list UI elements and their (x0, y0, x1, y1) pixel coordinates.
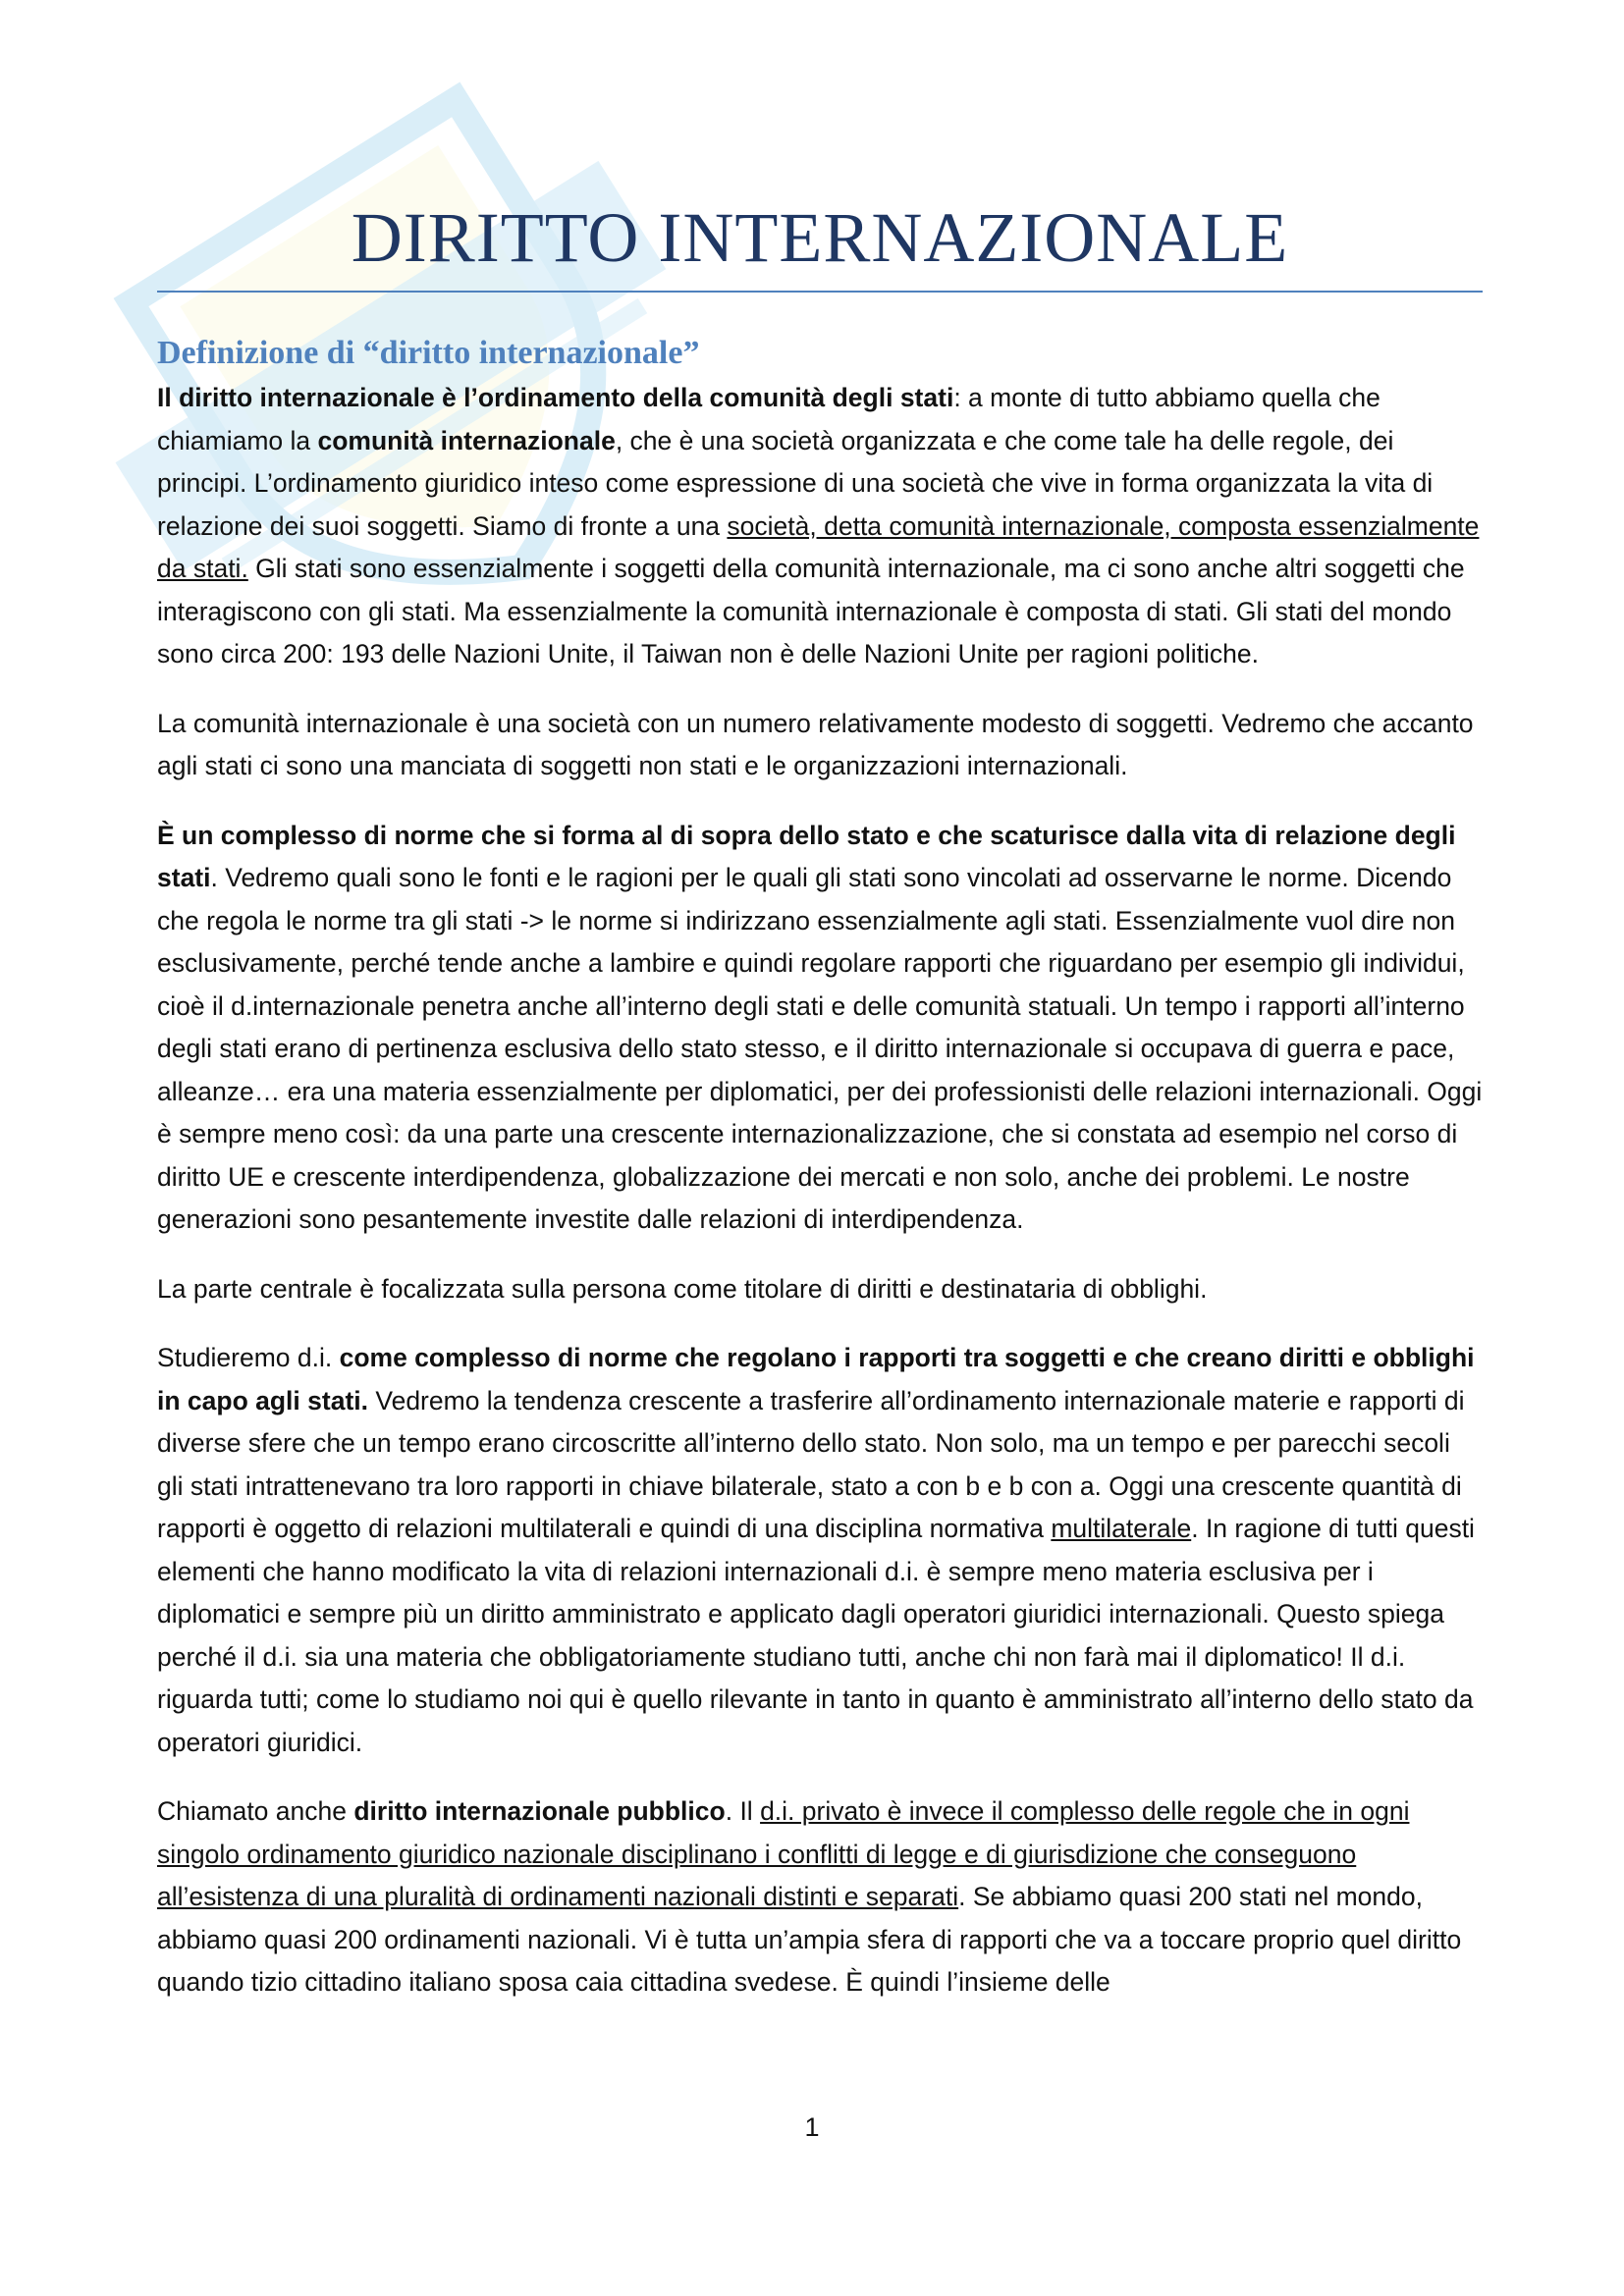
underlined-text: d.i. privato è invece il complesso delle regole che in ogni singolo ordinamento giuridico nazionale disciplinano i conflitti di legge e di giurisdizione che conseguono all’esistenza di una pluralità di ordinamenti nazionali distinti e separati (157, 1796, 1410, 1911)
text-run: . Vedremo quali sono le fonti e le ragioni per le quali gli stati sono vincolati ad osservarne le norme. Dicendo che regola le norme tra gli stati -> le norme si indirizzano essenzialmente agli stati. Essenzialmente vuol dire non esclusivamente, perché tende anche a lambire e quindi regolare rapporti che riguardano per esempio gli individui, cioè il d.internazionale penetra anche all’interno degli stati e delle comunità statuali. Un tempo i rapporti all’interno degli stati erano di pertinenza esclusiva dello stato stesso, e il diritto internazionale si occupava di guerra e pace, alleanze… era una materia essenzialmente per diplomatici, per dei professionisti delle relazioni internazionali. Oggi è sempre meno così: da una parte una crescente internazionalizzazione, che si constata ad esempio nel corso di diritto UE e crescente interdipendenza, globalizzazione dei mercati e non solo, anche dei problemi. Le nostre generazioni sono pesantemente investite dalle relazioni di interdipendenza. (157, 863, 1483, 1234)
text-run: . Il (725, 1796, 761, 1826)
paragraph (157, 1790, 1483, 2004)
body-paragraphs (157, 377, 1483, 2004)
text-run: : a monte di tutto abbiamo quella che chiamiamo la (157, 383, 1380, 455)
title-divider (157, 291, 1483, 293)
text-run: Vedremo la tendenza crescente a trasferire all’ordinamento internazionale materie e rapporti di diverse sfere che un tempo erano circoscritte all’interno dello stato. Non solo, ma un tempo e per parecchi secoli gli stati intrattenevano tra loro rapporti in chiave bilaterale, stato a con b e b con a. Oggi una crescente quantità di rapporti è oggetto di relazioni multilaterali e quindi di una disciplina normativa (157, 1385, 1465, 1543)
text-run: Gli stati sono essenzialmente i soggetti della comunità internazionale, ma ci sono anche altri soggetti che interagiscono con gli stati. Ma essenzialmente la comunità internazionale è composta di stati. Gli stati del mondo sono circa 200: 193 delle Nazioni Unite, il Taiwan non è delle Nazioni Unite per ragioni politiche. (157, 554, 1465, 668)
text-run: Studieremo d.i. (157, 1343, 340, 1372)
paragraph (157, 377, 1483, 676)
section-heading: Definizione di “diritto internazionale” (157, 335, 700, 371)
document-title: DIRITTO INTERNAZIONALE (351, 198, 1289, 277)
paragraph (157, 1337, 1483, 1764)
bold-text: come complesso di norme che regolano i rapporti tra soggetti e che creano diritti e obblighi in capo agli stati. (157, 1343, 1475, 1415)
bold-text: comunità internazionale (317, 425, 616, 455)
text-run: La parte centrale è focalizzata sulla persona come titolare di diritti e destinataria di obblighi. (157, 1273, 1208, 1304)
bold-text: Il diritto internazionale è l’ordinamento della comunità degli stati (157, 383, 954, 412)
paragraph (157, 703, 1483, 788)
text-run: , che è una società organizzata e che come tale ha delle regole, dei principi. L’ordinamento giuridico inteso come espressione di una società che vive in forma organizzata la vita di relazione dei suoi soggetti. Siamo di fronte a una (157, 425, 1434, 541)
underlined-text: multilaterale (1051, 1514, 1192, 1543)
text-run: Chiamato anche (157, 1796, 354, 1826)
page-number: 1 (804, 2112, 820, 2142)
paragraph (157, 815, 1483, 1242)
bold-text: È un complesso di norme che si forma al di sopra dello stato e che scaturisce dalla vita di relazione degli stati (157, 820, 1456, 892)
text-run: . Se abbiamo quasi 200 stati nel mondo, abbiamo quasi 200 ordinamenti nazionali. Vi è tutta un’ampia sfera di rapporti che va a toccare proprio quel diritto quando tizio cittadino italiano sposa caia cittadina svedese. È quindi l’insieme delle (157, 1882, 1462, 1997)
text-run: . In ragione di tutti questi elementi che hanno modificato la vita di relazioni internazionali d.i. è sempre meno materia esclusiva per i diplomatici e sempre più un diritto amministrato e applicato dagli operatori giuridici internazionali. Questo spiega perché il d.i. sia una materia che obbligatoriamente studiano tutti, anche chi non farà mai il diplomatico! Il d.i. riguarda tutti; come lo studiamo noi qui è quello rilevante in tanto in quanto è amministrato all’interno dello stato da operatori giuridici. (157, 1514, 1475, 1757)
bold-text: diritto internazionale pubblico (353, 1796, 726, 1826)
underlined-text: società, detta comunità internazionale, composta essenzialmente da stati. (157, 510, 1480, 583)
document-content (157, 196, 1483, 2031)
paragraph (157, 1268, 1483, 1311)
text-run: La comunità internazionale è una società con un numero relativamente modesto di soggetti. Vedremo che accanto agli stati ci sono una manciata di soggetti non stati e le organizzazioni internazionali. (157, 708, 1474, 780)
